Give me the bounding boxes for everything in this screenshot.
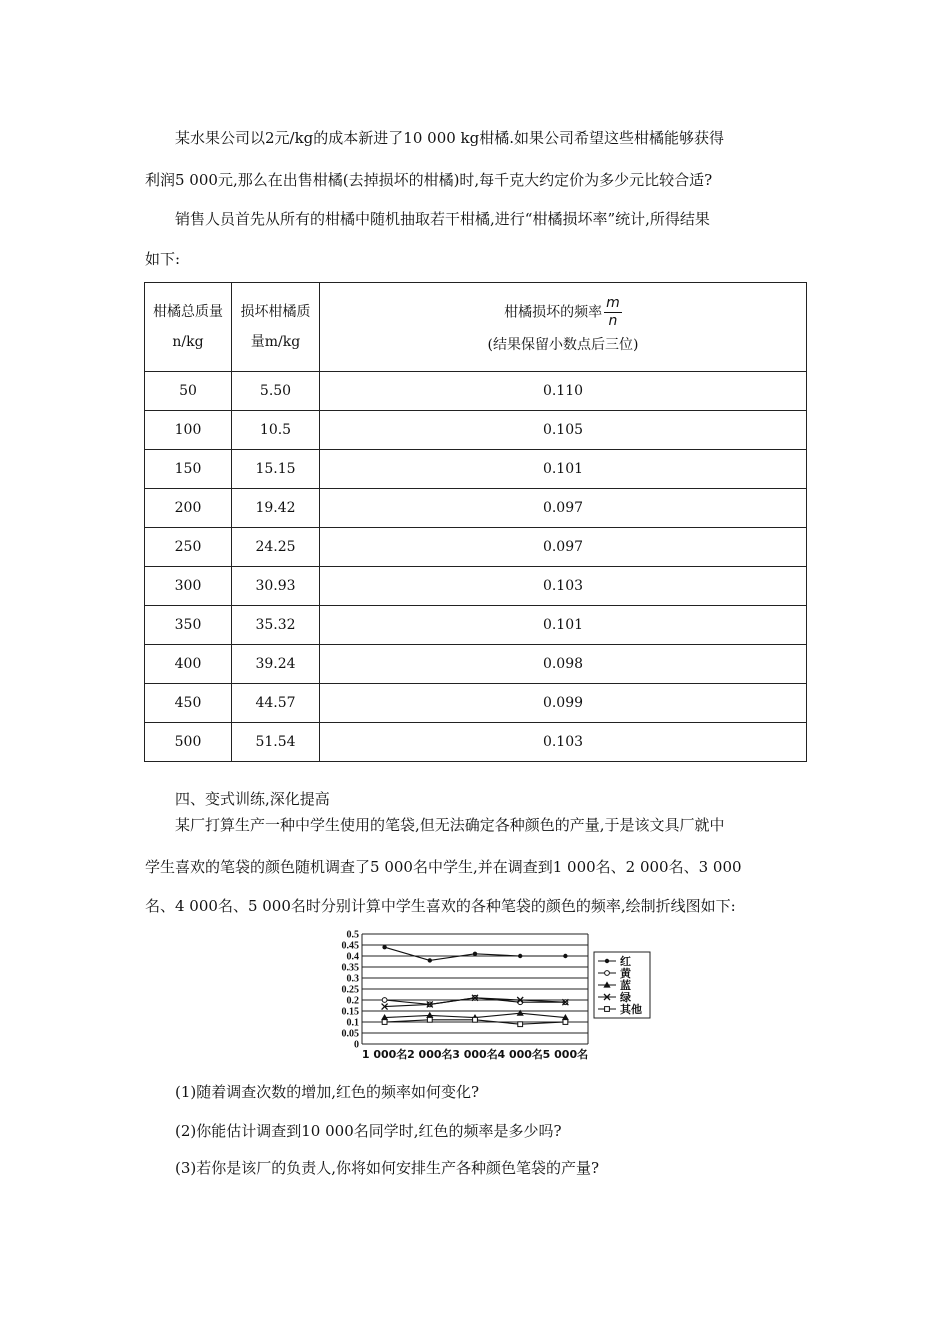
y-tick-label: 0.1 xyxy=(346,1017,359,1029)
cell-frequency: 0.110 xyxy=(320,372,807,411)
cell-total-mass: 350 xyxy=(145,606,232,645)
data-point xyxy=(428,958,432,962)
table-row xyxy=(145,372,807,411)
cell-frequency: 0.099 xyxy=(320,684,807,723)
legend-label: 黄 xyxy=(620,967,631,980)
y-tick-label: 0.15 xyxy=(341,1006,359,1018)
table-row xyxy=(145,684,807,723)
cell-total-mass: 450 xyxy=(145,684,232,723)
table-row xyxy=(145,567,807,606)
x-tick-label: 5 000名 xyxy=(542,1048,589,1061)
data-point xyxy=(473,952,477,956)
data-point xyxy=(382,998,387,1003)
section-line-2: 学生喜欢的笔袋的颜色随机调查了5 000名中学生,并在调查到1 000名、2 000名、3 000 xyxy=(145,858,742,876)
table-row xyxy=(145,645,807,684)
table-row xyxy=(145,528,807,567)
section-line-1: 某厂打算生产一种中学生使用的笔袋,但无法确定各种颜色的产量,于是该文具厂就中 xyxy=(175,816,725,834)
intro-line-1: 某水果公司以2元/kg的成本新进了10 000 kg柑橘.如果公司希望这些柑橘能够获得 xyxy=(175,129,725,147)
section-heading: 四、变式训练,深化提高 xyxy=(175,790,330,808)
cell-damaged-mass: 10.5 xyxy=(232,411,320,450)
table-row xyxy=(145,489,807,528)
section-line-3: 名、4 000名、5 000名时分别计算中学生喜欢的各种笔袋的颜色的频率,绘制折线图如下: xyxy=(145,897,736,915)
header-frequency-note: (结果保留小数点后三位) xyxy=(487,336,639,353)
header-damaged-mass-line1: 损坏柑橘质 xyxy=(240,304,311,320)
question-2: (2)你能估计调查到10 000名同学时,红色的频率是多少吗? xyxy=(175,1122,562,1140)
cell-frequency: 0.105 xyxy=(320,411,807,450)
cell-total-mass: 500 xyxy=(145,723,232,762)
cell-frequency: 0.103 xyxy=(320,567,807,606)
legend-label: 蓝 xyxy=(620,979,631,992)
cell-frequency: 0.098 xyxy=(320,645,807,684)
cell-total-mass: 400 xyxy=(145,645,232,684)
header-damage-frequency xyxy=(320,283,807,372)
data-point xyxy=(563,1020,568,1025)
intro-line-4: 如下: xyxy=(145,250,181,268)
cell-damaged-mass: 5.50 xyxy=(232,372,320,411)
legend-label: 其他 xyxy=(620,1003,642,1016)
cell-damaged-mass: 24.25 xyxy=(232,528,320,567)
data-point xyxy=(427,1017,432,1022)
table-row xyxy=(145,411,807,450)
legend-marker xyxy=(605,1007,610,1012)
y-tick-label: 0.35 xyxy=(341,962,359,974)
header-damaged-mass-line2: 量m/kg xyxy=(250,334,301,350)
header-total-mass-line2: n/kg xyxy=(172,334,204,350)
header-damaged-mass xyxy=(232,283,320,372)
y-tick-label: 0.3 xyxy=(346,973,359,985)
legend-label: 绿 xyxy=(620,991,631,1004)
x-tick-label: 4 000名 xyxy=(497,1048,543,1061)
table-row xyxy=(145,723,807,762)
y-tick-label: 0 xyxy=(354,1039,359,1051)
data-point xyxy=(382,1020,387,1025)
x-tick-label: 3 000名 xyxy=(452,1048,498,1061)
orange-damage-table xyxy=(144,282,807,762)
fraction-m-over-n xyxy=(604,295,622,330)
header-total-mass xyxy=(145,283,232,372)
y-tick-label: 0.4 xyxy=(346,951,359,963)
cell-damaged-mass: 35.32 xyxy=(232,606,320,645)
data-point xyxy=(518,1022,523,1027)
data-point xyxy=(473,1017,478,1022)
x-tick-label: 1 000名 xyxy=(361,1048,408,1061)
question-1: (1)随着调查次数的增加,红色的频率如何变化? xyxy=(175,1083,480,1101)
question-3: (3)若你是该厂的负责人,你将如何安排生产各种颜色笔袋的产量? xyxy=(175,1159,600,1177)
legend-marker xyxy=(605,959,609,963)
cell-frequency: 0.103 xyxy=(320,723,807,762)
cell-total-mass: 250 xyxy=(145,528,232,567)
cell-frequency: 0.101 xyxy=(320,450,807,489)
cell-total-mass: 50 xyxy=(145,372,232,411)
fraction-numerator: m xyxy=(606,294,620,311)
cell-frequency: 0.101 xyxy=(320,606,807,645)
intro-line-3: 销售人员首先从所有的柑橘中随机抽取若干柑橘,进行“柑橘损坏率”统计,所得结果 xyxy=(175,210,710,228)
cell-total-mass: 200 xyxy=(145,489,232,528)
fraction-denominator: n xyxy=(608,312,618,329)
cell-damaged-mass: 15.15 xyxy=(232,450,320,489)
cell-total-mass: 100 xyxy=(145,411,232,450)
y-tick-label: 0.5 xyxy=(346,929,359,941)
cell-frequency: 0.097 xyxy=(320,489,807,528)
header-frequency-label: 柑橘损坏的频率 xyxy=(504,304,603,320)
cell-damaged-mass: 44.57 xyxy=(232,684,320,723)
x-tick-label: 2 000名 xyxy=(407,1048,453,1061)
legend-marker xyxy=(605,971,610,976)
y-tick-label: 0.2 xyxy=(346,995,359,1007)
cell-total-mass: 150 xyxy=(145,450,232,489)
header-total-mass-line1: 柑橘总质量 xyxy=(153,304,223,320)
cell-frequency: 0.097 xyxy=(320,528,807,567)
table-header-row xyxy=(145,283,807,372)
color-frequency-line-chart xyxy=(330,928,660,1064)
cell-damaged-mass: 51.54 xyxy=(232,723,320,762)
legend-label: 红 xyxy=(620,955,631,968)
cell-total-mass: 300 xyxy=(145,567,232,606)
y-tick-label: 0.45 xyxy=(341,940,359,952)
cell-damaged-mass: 19.42 xyxy=(232,489,320,528)
table-row xyxy=(145,450,807,489)
data-point xyxy=(563,954,567,958)
data-point xyxy=(518,954,522,958)
intro-line-2: 利润5 000元,那么在出售柑橘(去掉损坏的柑橘)时,每千克大约定价为多少元比较合适? xyxy=(145,171,713,189)
data-point xyxy=(382,945,386,949)
y-tick-label: 0.25 xyxy=(341,984,359,996)
cell-damaged-mass: 39.24 xyxy=(232,645,320,684)
cell-damaged-mass: 30.93 xyxy=(232,567,320,606)
y-tick-label: 0.05 xyxy=(341,1028,359,1040)
table-row xyxy=(145,606,807,645)
